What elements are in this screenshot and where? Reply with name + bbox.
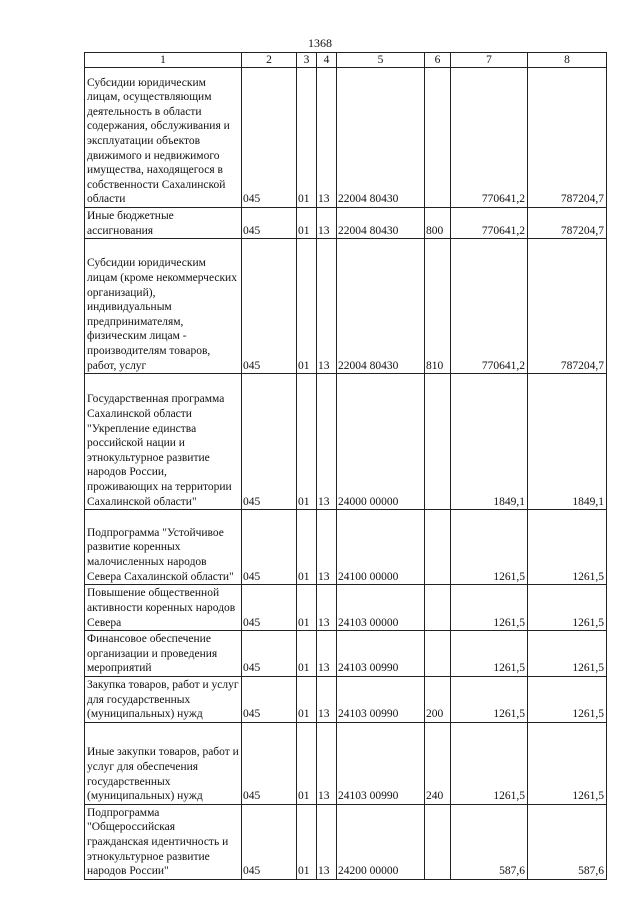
row-name: Подпрограмма "Общероссийская гражданская идентичность и этнокультурное развитие народов России" <box>85 804 242 879</box>
cell-target-article: 22004 80430 <box>337 208 425 239</box>
cell-expense-type <box>425 68 451 208</box>
cell-amount-1: 770641,2 <box>451 68 528 208</box>
cell-amount-2: 1261,5 <box>528 631 607 677</box>
cell-section: 01 <box>297 239 317 374</box>
cell-target-article: 24000 00000 <box>337 374 425 510</box>
cell-subsection: 13 <box>317 68 337 208</box>
row-name: Повышение общественной активности коренных народов Севера <box>85 585 242 631</box>
cell-amount-2: 787204,7 <box>528 208 607 239</box>
cell-target-article: 24200 00000 <box>337 804 425 879</box>
cell-subsection: 13 <box>317 804 337 879</box>
cell-section: 01 <box>297 631 317 677</box>
cell-expense-type <box>425 804 451 879</box>
cell-target-article: 24100 00000 <box>337 510 425 585</box>
page-number: 1368 <box>308 36 332 50</box>
cell-subsection: 13 <box>317 631 337 677</box>
cell-expense-type: 800 <box>425 208 451 239</box>
cell-amount-1: 1261,5 <box>451 585 528 631</box>
cell-subsection: 13 <box>317 239 337 374</box>
cell-subsection: 13 <box>317 585 337 631</box>
table-row <box>85 631 607 677</box>
table-row <box>85 804 607 879</box>
cell-target-article: 22004 80430 <box>337 239 425 374</box>
cell-amount-1: 770641,2 <box>451 239 528 374</box>
cell-section: 01 <box>297 585 317 631</box>
cell-amount-2: 1261,5 <box>528 585 607 631</box>
cell-expense-type: 200 <box>425 676 451 722</box>
row-name: Подпрограмма "Устойчивое развитие коренных малочисленных народов Севера Сахалинской области" <box>85 510 242 585</box>
cell-amount-1: 1261,5 <box>451 676 528 722</box>
column-header: 7 <box>451 53 528 68</box>
row-name: Государственная программа Сахалинской области "Укрепление единства российской нации и этнокультурное развитие народов России, проживающих на территории Сахалинской области" <box>85 374 242 510</box>
row-name: Иные закупки товаров, работ и услуг для обеспечения государственных (муниципальных) нужд <box>85 722 242 804</box>
row-name: Финансовое обеспечение организации и проведения мероприятий <box>85 631 242 677</box>
cell-section: 01 <box>297 68 317 208</box>
cell-expense-type <box>425 585 451 631</box>
row-name: Иные бюджетные ассигнования <box>85 208 242 239</box>
cell-subsection: 13 <box>317 208 337 239</box>
cell-admin-code: 045 <box>242 676 297 722</box>
cell-target-article: 24103 00990 <box>337 676 425 722</box>
cell-subsection: 13 <box>317 510 337 585</box>
cell-target-article: 24103 00990 <box>337 631 425 677</box>
column-header: 2 <box>242 53 297 68</box>
cell-admin-code: 045 <box>242 239 297 374</box>
cell-expense-type <box>425 374 451 510</box>
table-row <box>85 239 607 374</box>
cell-admin-code: 045 <box>242 585 297 631</box>
cell-target-article: 22004 80430 <box>337 68 425 208</box>
column-header: 6 <box>425 53 451 68</box>
column-header: 3 <box>297 53 317 68</box>
column-header: 5 <box>337 53 425 68</box>
cell-admin-code: 045 <box>242 68 297 208</box>
cell-target-article: 24103 00990 <box>337 722 425 804</box>
cell-section: 01 <box>297 722 317 804</box>
column-header: 1 <box>85 53 242 68</box>
cell-amount-2: 787204,7 <box>528 68 607 208</box>
cell-amount-1: 1261,5 <box>451 631 528 677</box>
table-row <box>85 722 607 804</box>
column-header: 8 <box>528 53 607 68</box>
cell-amount-1: 587,6 <box>451 804 528 879</box>
cell-amount-1: 1261,5 <box>451 722 528 804</box>
table-row <box>85 374 607 510</box>
cell-expense-type <box>425 631 451 677</box>
cell-amount-1: 770641,2 <box>451 208 528 239</box>
row-name: Закупка товаров, работ и услуг для государственных (муниципальных) нужд <box>85 676 242 722</box>
cell-amount-1: 1261,5 <box>451 510 528 585</box>
cell-expense-type <box>425 510 451 585</box>
budget-table <box>84 52 607 880</box>
cell-amount-2: 1261,5 <box>528 722 607 804</box>
table-header-row <box>85 53 607 68</box>
cell-section: 01 <box>297 208 317 239</box>
cell-section: 01 <box>297 676 317 722</box>
row-name: Субсидии юридическим лицам, осуществляющим деятельность в области содержания, обслуживания и эксплуатации объектов движимого и недвижимого имущества, находящегося в собственности Сахалинской области <box>85 68 242 208</box>
cell-subsection: 13 <box>317 722 337 804</box>
cell-admin-code: 045 <box>242 722 297 804</box>
cell-section: 01 <box>297 510 317 585</box>
cell-target-article: 24103 00000 <box>337 585 425 631</box>
cell-admin-code: 045 <box>242 510 297 585</box>
cell-admin-code: 045 <box>242 631 297 677</box>
cell-amount-2: 1849,1 <box>528 374 607 510</box>
row-name: Субсидии юридическим лицам (кроме некоммерческих организаций), индивидуальным предпринимателям, физическим лицам - производителям товаров, работ, услуг <box>85 239 242 374</box>
cell-section: 01 <box>297 804 317 879</box>
column-header: 4 <box>317 53 337 68</box>
table-row <box>85 676 607 722</box>
cell-subsection: 13 <box>317 676 337 722</box>
cell-subsection: 13 <box>317 374 337 510</box>
table-row <box>85 585 607 631</box>
table-row <box>85 510 607 585</box>
cell-amount-2: 1261,5 <box>528 676 607 722</box>
cell-amount-1: 1849,1 <box>451 374 528 510</box>
cell-admin-code: 045 <box>242 804 297 879</box>
cell-amount-2: 587,6 <box>528 804 607 879</box>
table-row <box>85 68 607 208</box>
cell-amount-2: 1261,5 <box>528 510 607 585</box>
cell-expense-type: 810 <box>425 239 451 374</box>
cell-expense-type: 240 <box>425 722 451 804</box>
cell-admin-code: 045 <box>242 208 297 239</box>
cell-admin-code: 045 <box>242 374 297 510</box>
cell-amount-2: 787204,7 <box>528 239 607 374</box>
cell-section: 01 <box>297 374 317 510</box>
table-row <box>85 208 607 239</box>
